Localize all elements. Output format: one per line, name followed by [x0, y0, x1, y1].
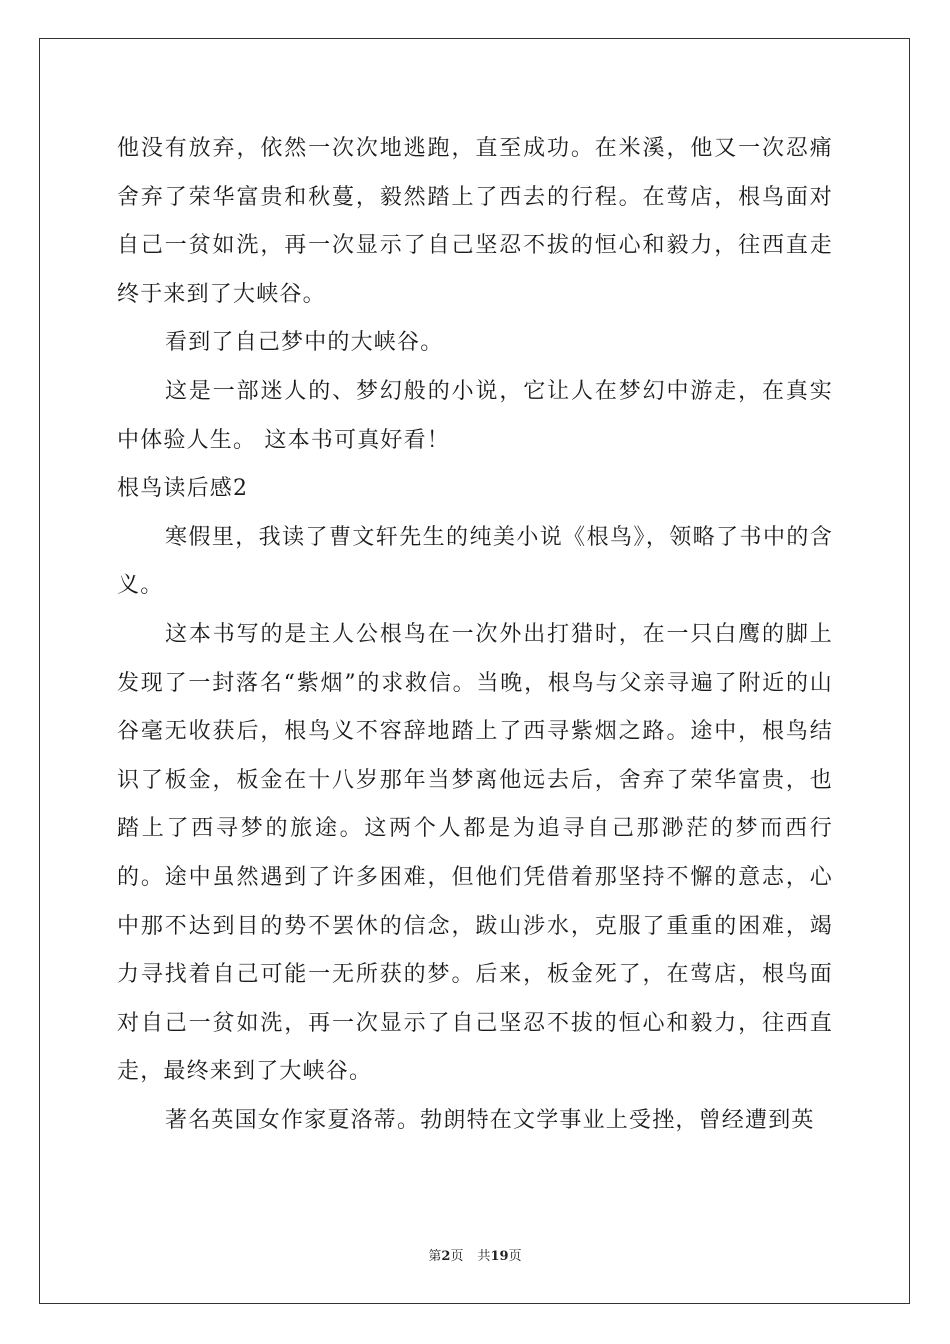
section-heading: 根鸟读后感2 [117, 476, 249, 502]
paragraph: 这本书写的是主人公根鸟在一次外出打猎时，在一只白鹰的脚上发现了一封落名“紫烟”的求救信。当晚，根鸟与父亲寻遍了附近的山谷毫无收获后，根鸟义不容辞地踏上了西寻紫烟之路。途中，根鸟结识了板金，板金在十八岁那年当梦离他远去后，舍弃了荣华富贵，也踏上了西寻梦的旅途。这两个人都是为追寻自己那渺茫的梦而西行的。途中虽然遇到了许多困难，但他们凭借着那坚持不懈的意志，心中那不达到目的势不罢休的信念，跋山涉水，克服了重重的困难，竭力寻找着自己可能一无所获的梦。后来，板金死了，在莺店，根鸟面对自己一贫如洗，再一次显示了自己坚忍不拔的恒心和毅力，往西直走，最终来到了大峡谷。 [117, 621, 833, 1085]
paragraph: 寒假里，我读了曹文轩先生的纯美小说《根鸟》，领略了书中的含义。 [117, 524, 833, 599]
total-prefix: 共 [477, 1249, 491, 1264]
page-footer [0, 1245, 950, 1264]
total-suffix: 页 [508, 1249, 522, 1264]
page-prefix: 第 [428, 1249, 442, 1264]
paragraph-continuation: 他没有放弃，依然一次次地逃跑，直至成功。在米溪，他又一次忍痛舍弃了荣华富贵和秋蔓，毅然踏上了西去的行程。在莺店，根鸟面对自己一贫如洗，再一次显示了自己坚忍不拔的恒心和毅力，往西直走终于来到了大峡谷。 [117, 136, 833, 307]
page-suffix: 页 [450, 1249, 464, 1264]
document-body [117, 125, 833, 1145]
paragraph: 看到了自己梦中的大峡谷。 [165, 330, 444, 356]
paragraph: 著名英国女作家夏洛蒂。勃朗特在文学事业上受挫，曾经遭到英 [165, 1107, 815, 1133]
paragraph: 这是一部迷人的、梦幻般的小说，它让人在梦幻中游走，在真实中体验人生。 这本书可真好看！ [117, 378, 833, 453]
page-number: 2 [441, 1249, 451, 1264]
total-pages: 19 [490, 1249, 509, 1264]
